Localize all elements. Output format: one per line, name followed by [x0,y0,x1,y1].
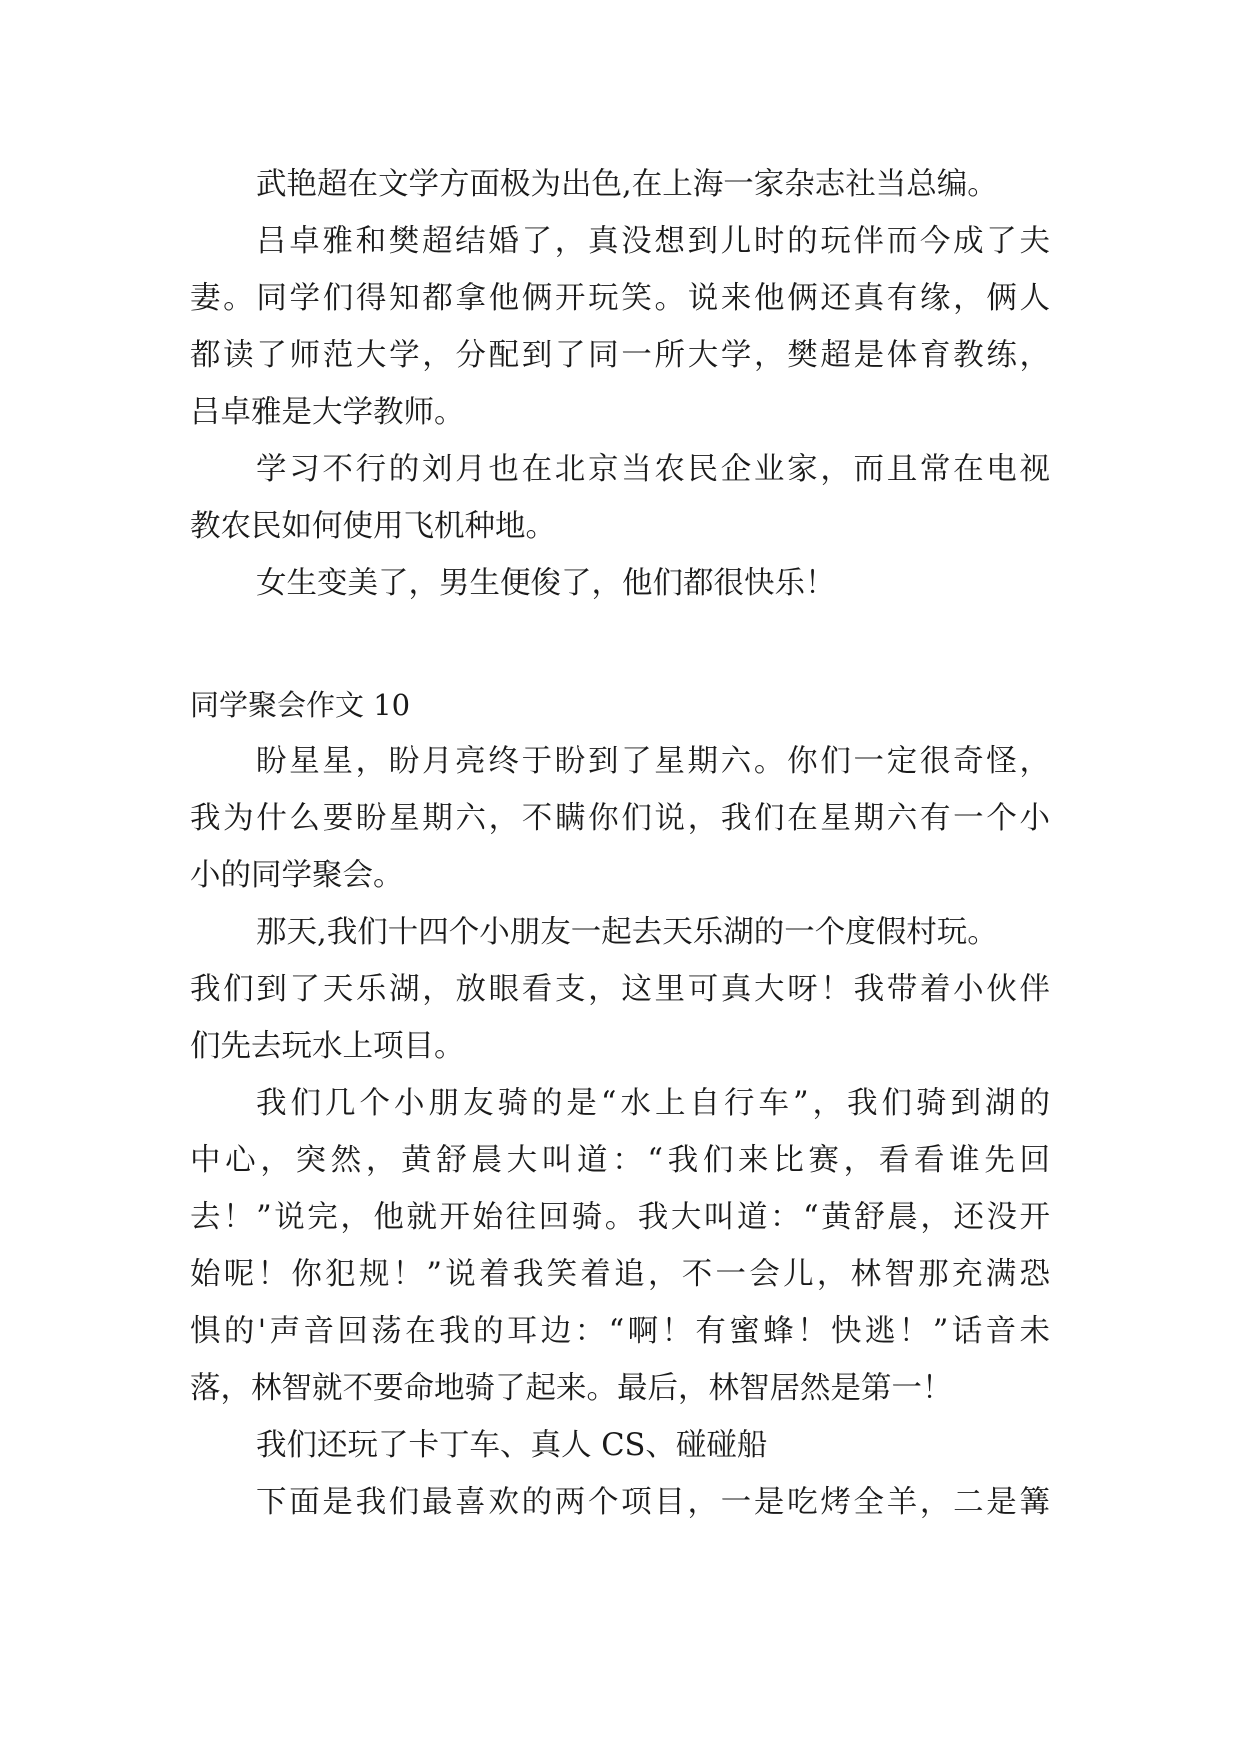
paragraph-line: 小的同学聚会。 [190,858,404,893]
paragraph-line: 我们还玩了卡丁车、真人 CS、碰碰船 [256,1428,768,1463]
paragraph-line: 妻。同学们得知都拿他俩开玩笑。说来他俩还真有缘，俩人 [190,281,1050,316]
paragraph-line: 们先去玩水上项目。 [190,1029,465,1064]
paragraph-line: 盼星星，盼月亮终于盼到了星期六。你们一定很奇怪， [256,744,1050,779]
paragraph-line: 我们到了天乐湖，放眼看支，这里可真大呀！我带着小伙伴 [190,972,1050,1007]
paragraph-line: 我为什么要盼星期六，不瞒你们说，我们在星期六有一个小 [190,801,1050,836]
paragraph-line: 那天,我们十四个小朋友一起去天乐湖的一个度假村玩。 [256,915,998,950]
paragraph-line: 吕卓雅是大学教师。 [190,395,465,430]
paragraph-line: 都读了师范大学，分配到了同一所大学，樊超是体育教练， [190,338,1050,373]
paragraph-line: 惧的'声音回荡在我的耳边：“啊！有蜜蜂！快逃！”话音未 [190,1314,1050,1349]
paragraph-line: 学习不行的刘月也在北京当农民企业家，而且常在电视 [256,452,1050,487]
paragraph-line: 始呢！你犯规！”说着我笑着追，不一会儿，林智那充满恐 [190,1257,1050,1292]
paragraph-line: 教农民如何使用飞机种地。 [190,509,556,544]
paragraph-line: 下面是我们最喜欢的两个项目，一是吃烤全羊，二是篝 [256,1485,1050,1520]
paragraph-line: 去！”说完，他就开始往回骑。我大叫道：“黄舒晨，还没开 [190,1200,1050,1235]
paragraph-line: 落，林智就不要命地骑了起来。最后，林智居然是第一！ [190,1371,953,1406]
paragraph-line: 我们几个小朋友骑的是“水上自行车”，我们骑到湖的 [256,1086,1050,1121]
section-heading: 同学聚会作文 10 [190,688,411,722]
paragraph-line: 吕卓雅和樊超结婚了，真没想到儿时的玩伴而今成了夫 [256,224,1050,259]
paragraph-line: 中心，突然，黄舒晨大叫道：“我们来比赛，看看谁先回 [190,1143,1050,1178]
paragraph-line: 武艳超在文学方面极为出色,在上海一家杂志社当总编。 [256,167,998,202]
paragraph-line: 女生变美了，男生便俊了，他们都很快乐！ [256,566,836,601]
